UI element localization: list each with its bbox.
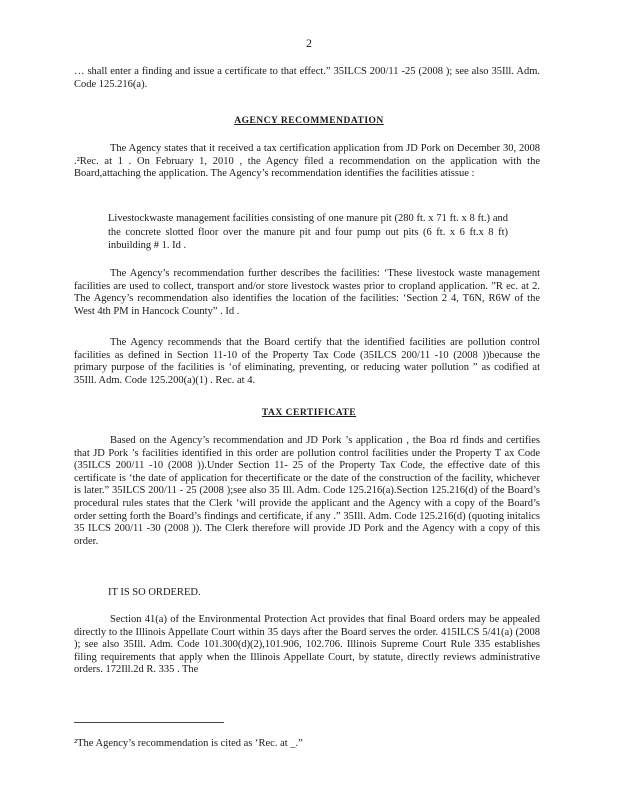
heading-text: TAX CERTIFICATE <box>261 408 357 418</box>
page-number: 2 <box>306 36 312 50</box>
paragraph-tax-certificate: Based on the Agency’s recommendation and JD Pork ’s application , the Boa rd finds and certifies that JD Pork ’s facilities identified in this order are pollution control facilities under the Property T ax Code (35ILCS 200/11 -10 (2008 )).Under Section 11- 25 of the Property Tax Code, the effective date of this certificate is ‘the date of application for thecertificate or the date of the construction of the facility, whichever is later.” 35ILCS 200/11 - 25 (2008 );see also 35 Ill. Adm. Code 125.216(a).Section 125.216(d) of the Board’s procedural rules states that the Clerk ‘will provide the applicant and the Agency with a copy of the Board’s order setting forth the Board’s findings and certificate, if any .” 35Ill. Adm. Code 125.216(d) (quoting initalics 35 ILCS 200/11 -30 (2008 )). The Clerk therefore will provide JD Pork and the Agency with a copy of this order. <box>74 435 540 547</box>
paragraph-facilities-description: The Agency’s recommendation further describes the facilities: ‘These livestock waste management facilities are used to collect, transport and/or store livestock wastes prior to cropland application. ”R ec. at 2. The Agency’s recommendation also identifies the location of the facilities: ‘Section 2 4, T6N, R6W of the West 4th PM in Hancock County” . Id . <box>74 268 540 317</box>
paragraph-agency-recommends: The Agency recommends that the Board certify that the identified facilities are pollution control facilities as defined in Section 11-10 of the Property Tax Code (35ILCS 200/11 -10 (2008 ))because the primary purpose of the facilities is ‘of eliminating, preventing, or reducing water pollution ” as codified at 35Ill. Adm. Code 125.200(a)(1) . Rec. at 4. <box>74 337 540 386</box>
paragraph-agency-states: The Agency states that it received a tax certification application from JD Pork on December 30, 2008 .²Rec. at 1 . On February 1, 2010 , the Agency filed a recommendation on the application with the Board,attaching the application. The Agency’s recommendation identifies the facilities atissue : <box>74 143 540 180</box>
it-is-so-ordered: IT IS SO ORDERED. <box>108 587 201 598</box>
footnote-divider <box>74 722 224 723</box>
intro-paragraph: … shall enter a finding and issue a certificate to that effect.” 35ILCS 200/11 -25 (2008 ); see also 35Ill. Adm. Code 125.216(a). <box>74 66 540 90</box>
block-quote-facilities: Livestockwaste management facilities consisting of one manure pit (280 ft. x 71 ft. x 8 ft.) and the concrete slotted floor over the manure pit and four pump out pits (6 ft. x 6 ft.x 8 ft) inbuilding # 1. Id . <box>108 213 508 251</box>
agency-recommendation-heading <box>0 116 618 126</box>
tax-certificate-heading <box>0 408 618 418</box>
paragraph-appeal: Section 41(a) of the Environmental Protection Act provides that final Board orders may be appealed directly to the Illinois Appellate Court within 35 days after the Board serves the order. 415ILCS 5/41(a) (2008 ); see also 35Ill. Adm. Code 101.300(d)(2),101.906, 102.706. Illinois Supreme Court Rule 335 establishes filing requirements that apply when the Illinois Appellate Court, by statute, directly reviews administrative orders. 172Ill.2d R. 335 . The <box>74 614 540 676</box>
footnote: ²The Agency’s recommendation is cited as ‘Rec. at _.” <box>74 738 303 749</box>
heading-text: AGENCY RECOMMENDATION <box>234 116 384 126</box>
